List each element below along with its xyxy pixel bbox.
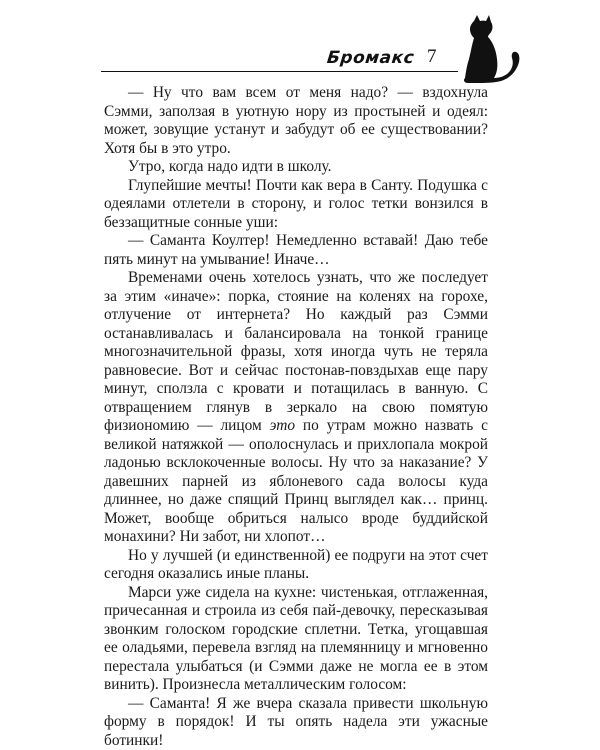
paragraph: Марси уже сидела на кухне: чистенькая, отглаженная, причесанная и строила из себя пай-девочку, пересказывая звонким голоском городские сплетни. Тетка, угощавшая ее оладьями, перевела взгляд на племянницу и мгновенно перестала улыбаться (и Сэмми даже не могла ее в этом винить). Произнесла металлическим голосом: — [104, 583, 488, 693]
paragraph-text: Временами очень хотелось узнать, что же последует за этим «иначе»: порка, стояние на коленях на горохе, отлучение от интернета? Но каждый раз Сэмми останавливалась и балансировала на тонкой границе многозначительной фразы, хотя иногда чуть не теряла равновесие. Вот и сейчас постонав-повздыхав еще пару минут, сползла с кровати и потащилась в ванную. С отвращением глянув в зеркало на свою помятую физиономию — лицом — [104, 269, 488, 434]
paragraph: Но у лучшей (и единственной) ее подруги на этот счет сегодня оказались иные планы. — [104, 546, 488, 582]
emphasized-word: это — [269, 417, 296, 434]
header-rule — [101, 71, 458, 72]
paragraph — [104, 269, 488, 547]
running-header — [0, 0, 600, 90]
page-number: 7 — [427, 46, 437, 67]
cat-silhouette-icon — [446, 15, 526, 83]
paragraph: — Саманта Коултер! Немедленно вставай! Даю тебе пять минут на умывание! Иначе… — [104, 232, 488, 268]
book-title: Бромакс — [325, 48, 416, 68]
paragraph: — Ну что вам всем от меня надо? — вздохнула Сэмми, заползая в уютную нору из простыней и одеял: может, зовущие устанут и забудут об ее существовании? Хотя бы в это утро. — [104, 84, 488, 157]
body-text — [104, 84, 488, 750]
paragraph-text: по утрам можно назвать с великой натяжкой — ополоснулась и прихлопала мокрой ладонью всклокоченные волосы. Ну что за наказание? У давешних парней из яблоневого сада волосы куда длиннее, но даже спящий Принц выглядел как… принц. Может, вообще обриться налысо вроде буддийской монахини? Ни забот, ни хлопот… — [104, 417, 489, 545]
paragraph: Глупейшие мечты! Почти как вера в Санту. Подушка с одеялами отлетели в сторону, и голос тетки вонзился в беззащитные сонные уши: — [104, 176, 488, 231]
paragraph: — Саманта! Я же вчера сказала привести школьную форму в порядок! И ты опять надела эти ужасные ботинки! — [104, 694, 488, 749]
paragraph: Утро, когда надо идти в школу. — [128, 158, 332, 175]
